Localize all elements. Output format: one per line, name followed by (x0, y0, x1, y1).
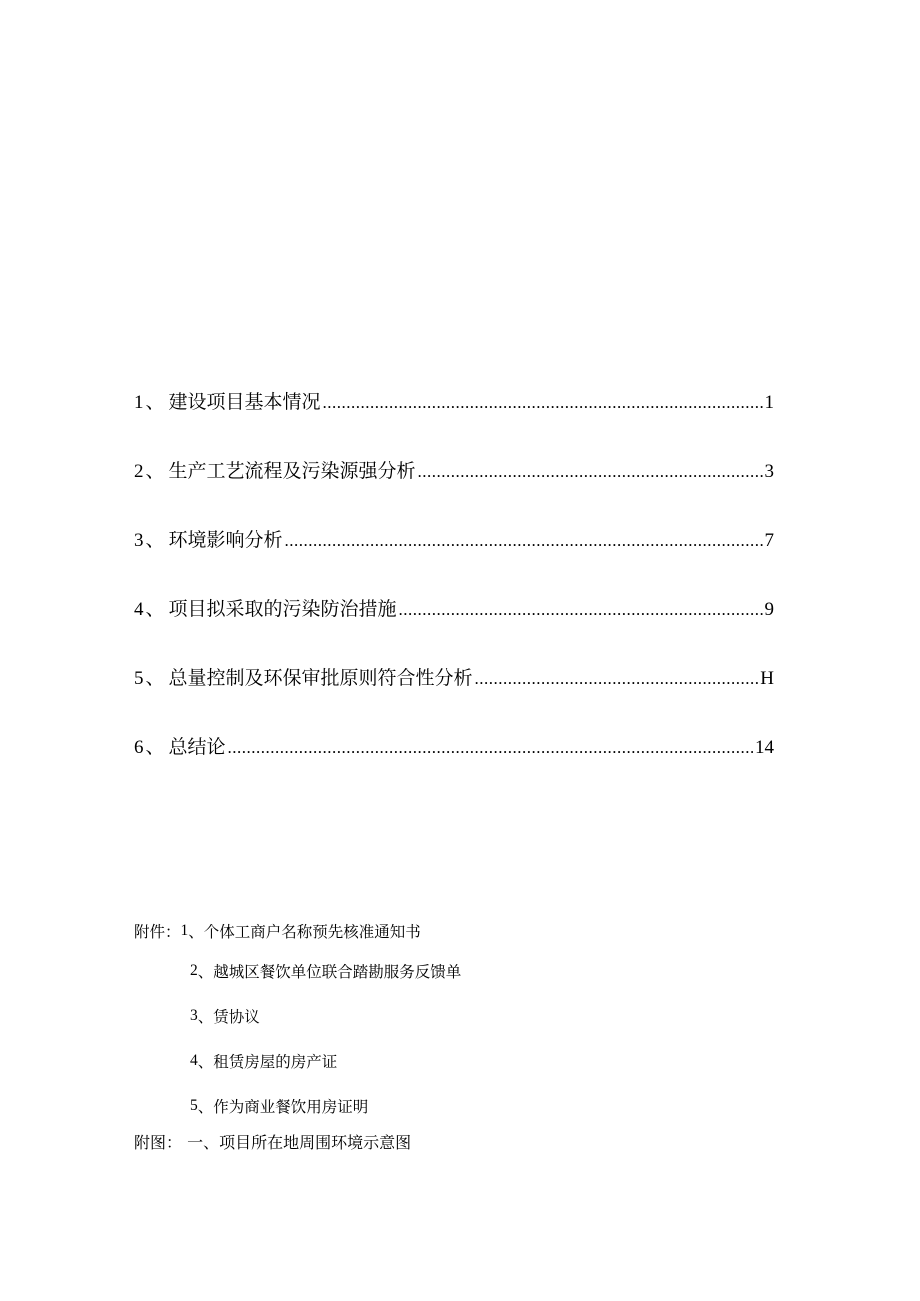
toc-entry-separator: 、 (145, 598, 165, 620)
toc-entry-6[interactable] (134, 732, 774, 766)
toc-entry-title: 生产工艺流程及污染源强分析 (168, 460, 416, 482)
appendix-item-1 (134, 913, 461, 948)
figure-label: 附图： (134, 1133, 183, 1152)
toc-entry-separator: 、 (145, 667, 165, 689)
toc-entry-4[interactable] (134, 594, 774, 628)
toc-entry-number: 4 (134, 599, 144, 620)
toc-entry-title: 总结论 (168, 736, 226, 758)
appendix-list (134, 913, 461, 1128)
toc-entry-number: 5 (134, 668, 144, 689)
toc-entry-title: 总量控制及环保审批原则符合性分析 (168, 667, 473, 689)
toc-dot-leader (228, 738, 753, 758)
toc-entry-page: 1 (764, 392, 774, 413)
appendix-item-number: 4 (190, 1051, 198, 1069)
figure-text: 一、项目所在地周围环境示意图 (187, 1133, 412, 1152)
toc-dot-leader (323, 393, 763, 413)
toc-entry-page: 7 (764, 530, 774, 551)
toc-entry-title: 项目拟采取的污染防治措施 (168, 598, 397, 620)
toc-dot-leader (399, 600, 763, 620)
toc-entry-separator: 、 (145, 529, 165, 551)
toc-entry-1[interactable] (134, 387, 774, 421)
appendix-item-text: 个体工商户名称预先核准通知书 (203, 922, 421, 941)
toc-entry-page: H (760, 668, 774, 689)
appendix-item-separator: 、 (197, 962, 214, 981)
appendix-label: 附件： (134, 922, 181, 941)
appendix-item-separator: 、 (188, 922, 204, 941)
appendix-item-2 (134, 948, 461, 993)
toc-entry-page: 14 (755, 737, 774, 758)
appendix-item-text: 作为商业餐饮用房证明 (213, 1097, 369, 1116)
toc-entry-title: 环境影响分析 (168, 529, 283, 551)
appendix-item-5 (134, 1083, 461, 1128)
appendix-item-text: 租赁房屋的房产证 (213, 1052, 338, 1071)
toc-entry-2[interactable] (134, 456, 774, 490)
toc-entry-number: 6 (134, 737, 144, 758)
toc-entry-separator: 、 (145, 391, 165, 413)
table-of-contents (134, 387, 774, 801)
toc-entry-number: 1 (134, 392, 144, 413)
toc-entry-number: 3 (134, 530, 144, 551)
appendix-item-separator: 、 (197, 1007, 214, 1026)
toc-entry-separator: 、 (145, 460, 165, 482)
appendix-item-4 (134, 1038, 461, 1083)
appendix-item-number: 1 (180, 921, 189, 939)
toc-entry-page: 9 (764, 599, 774, 620)
appendix-item-number: 3 (190, 1006, 198, 1024)
toc-dot-leader (418, 462, 763, 482)
appendix-item-3 (134, 993, 461, 1038)
toc-entry-page: 3 (764, 461, 774, 482)
toc-entry-separator: 、 (145, 736, 165, 758)
toc-dot-leader (475, 669, 759, 689)
appendix-item-number: 5 (190, 1096, 198, 1114)
appendix-item-number: 2 (190, 961, 198, 979)
toc-entry-3[interactable] (134, 525, 774, 559)
appendix-item-separator: 、 (197, 1097, 214, 1116)
appendix-item-text: 赁协议 (213, 1007, 260, 1026)
appendix-item-text: 越城区餐饮单位联合踏勘服务反馈单 (213, 962, 462, 981)
toc-dot-leader (285, 531, 763, 551)
toc-entry-title: 建设项目基本情况 (168, 391, 321, 413)
appendix-item-separator: 、 (197, 1052, 214, 1071)
toc-entry-number: 2 (134, 461, 144, 482)
attached-figure (134, 1130, 411, 1153)
toc-entry-5[interactable] (134, 663, 774, 697)
